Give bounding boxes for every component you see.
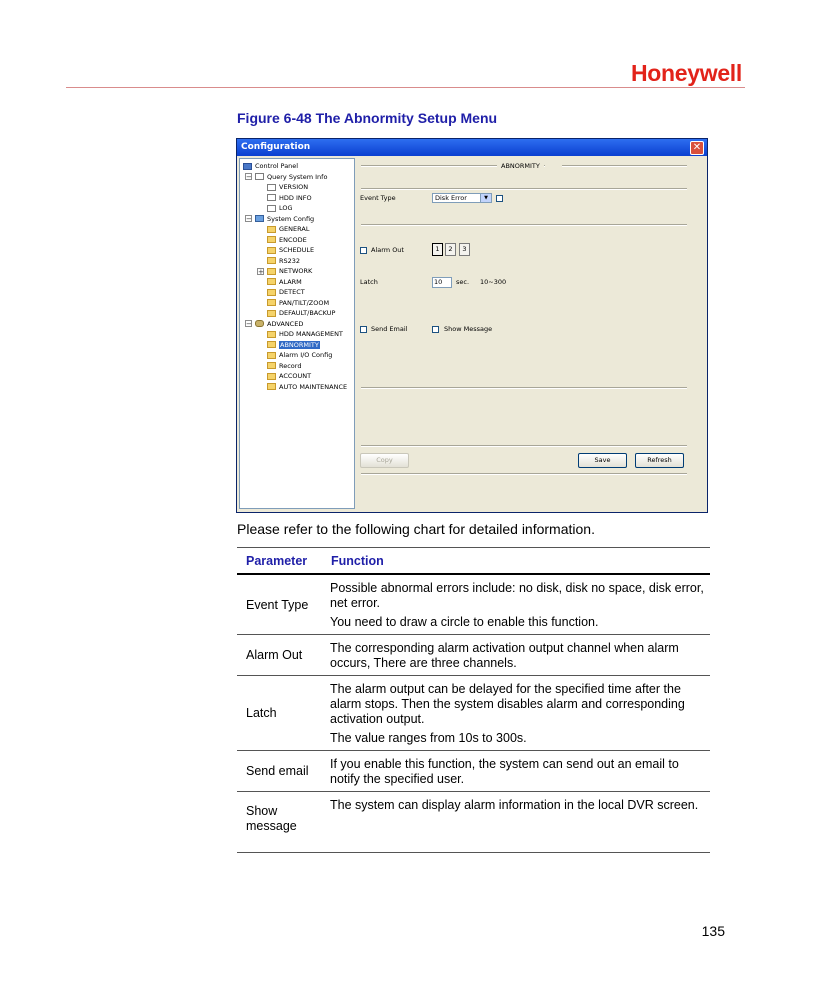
tree-item-label: System Config — [267, 214, 315, 223]
group-divider-right — [562, 165, 687, 167]
refresh-button[interactable]: Refresh — [635, 453, 684, 468]
parameter-table — [237, 547, 710, 853]
figure-title: Figure 6-48 The Abnormity Setup Menu — [237, 110, 498, 126]
function-text: Possible abnormal errors include: no disk, disk no space, disk error, net error. — [330, 581, 704, 610]
tree-item[interactable] — [267, 371, 311, 381]
table-header-row — [237, 548, 710, 575]
copy-button[interactable]: Copy — [360, 453, 409, 468]
folder-icon — [267, 310, 276, 317]
brand-logo: Honeywell — [630, 60, 742, 86]
tree-item[interactable] — [267, 235, 307, 245]
table-row — [237, 792, 710, 853]
folder-icon — [267, 331, 276, 338]
tree-item[interactable] — [267, 361, 301, 371]
event-type-select[interactable] — [432, 193, 492, 203]
folder-icon — [267, 247, 276, 254]
folder-icon — [267, 257, 276, 264]
show-message-label: Show Message — [444, 325, 493, 333]
function-cell — [322, 635, 710, 676]
tree-expander-icon[interactable]: − — [246, 320, 252, 328]
divider — [361, 224, 687, 226]
tree-expander-icon[interactable]: − — [246, 173, 252, 181]
folder-icon — [267, 268, 276, 275]
column-header-parameter: Parameter — [237, 548, 322, 575]
folder-icon — [267, 352, 276, 359]
folder-icon — [267, 226, 276, 233]
folder-icon — [267, 341, 276, 348]
function-cell — [322, 792, 710, 853]
function-text: The value ranges from 10s to 300s. — [330, 731, 527, 745]
tree-item[interactable] — [267, 298, 329, 308]
divider — [361, 188, 687, 190]
parameter-cell: Show message — [237, 792, 322, 853]
function-text: The alarm output can be delayed for the specified time after the alarm stops. Then the system disables alarm and corresponding activation output. — [330, 682, 685, 726]
tree-item-label: NETWORK — [279, 267, 313, 275]
alarm-out-checkbox[interactable] — [360, 247, 367, 254]
chevron-down-icon[interactable]: ▼ — [480, 194, 491, 202]
system-config-icon — [255, 215, 264, 222]
parameter-cell: Event Type — [237, 574, 322, 635]
tree-item[interactable] — [267, 182, 308, 192]
query-info-icon — [255, 173, 264, 180]
tree-item[interactable] — [267, 266, 312, 276]
tree-item-label: GENERAL — [279, 225, 310, 233]
table-row — [237, 574, 710, 635]
alarm-channel-1-button[interactable]: 1 — [432, 243, 443, 256]
tree-item[interactable] — [255, 172, 327, 182]
tree-item-label: HDD INFO — [279, 193, 312, 202]
function-text: The corresponding alarm activation output channel when alarm occurs, There are three channels. — [330, 641, 679, 670]
header-divider — [66, 87, 745, 88]
latch-label: Latch — [360, 278, 378, 286]
event-type-value: Disk Error — [435, 194, 467, 202]
config-tree — [239, 158, 355, 509]
advanced-icon — [255, 320, 264, 327]
tree-item-label: Alarm I/O Config — [279, 351, 333, 359]
tree-item-label: RS232 — [279, 256, 301, 265]
latch-input[interactable]: 10 — [432, 277, 452, 288]
folder-icon — [267, 373, 276, 380]
send-email-label: Send Email — [371, 325, 408, 333]
function-cell — [322, 751, 710, 792]
document-icon — [267, 194, 276, 201]
column-header-function: Function — [322, 548, 710, 575]
divider — [361, 473, 687, 475]
parameter-cell: Send email — [237, 751, 322, 792]
close-icon[interactable]: ✕ — [690, 141, 704, 155]
tree-item[interactable] — [267, 203, 293, 213]
tree-item[interactable] — [267, 308, 335, 318]
folder-icon — [267, 362, 276, 369]
tree-item[interactable] — [267, 224, 309, 234]
alarm-channel-2-button[interactable]: 2 — [445, 243, 456, 256]
tree-item-label: DETECT — [279, 288, 305, 296]
table-row — [237, 676, 710, 751]
divider — [361, 445, 687, 447]
tree-item[interactable] — [267, 256, 300, 266]
tree-item-label: HDD MANAGEMENT — [279, 330, 343, 338]
tree-item[interactable] — [243, 161, 298, 171]
tree-item-label: PAN/TILT/ZOOM — [279, 298, 330, 307]
abnormity-pane — [357, 158, 705, 510]
function-cell — [322, 574, 710, 635]
folder-icon — [267, 236, 276, 243]
intro-text: Please refer to the following chart for detailed information. — [237, 521, 595, 537]
save-button[interactable]: Save — [578, 453, 627, 468]
divider — [361, 387, 687, 389]
send-email-checkbox[interactable] — [360, 326, 367, 333]
function-text: The system can display alarm information in the local DVR screen. — [330, 798, 699, 812]
show-message-checkbox[interactable] — [432, 326, 439, 333]
tree-item[interactable] — [267, 245, 314, 255]
tree-item[interactable] — [267, 193, 312, 203]
document-icon — [267, 184, 276, 191]
folder-icon — [267, 383, 276, 390]
alarm-out-label: Alarm Out — [371, 246, 404, 254]
tree-item-label: Control Panel — [255, 162, 299, 170]
function-text: You need to draw a circle to enable this function. — [330, 615, 599, 629]
tree-item-label: LOG — [279, 204, 293, 212]
folder-icon — [267, 278, 276, 285]
tree-item[interactable] — [267, 277, 302, 287]
table-row — [237, 751, 710, 792]
tree-item-label: ADVANCED — [267, 319, 304, 328]
tree-item-label: ENCODE — [279, 235, 307, 244]
tree-expander-icon[interactable]: − — [246, 215, 252, 223]
tree-item-label: AUTO MAINTENANCE — [279, 382, 348, 391]
tree-item[interactable] — [267, 382, 347, 392]
alarm-channel-3-button[interactable]: 3 — [459, 243, 470, 256]
page-number: 135 — [701, 923, 725, 939]
function-text: If you enable this function, the system can send out an email to notify the specified user. — [330, 757, 679, 786]
tree-item-label: VERSION — [279, 183, 309, 191]
tree-item-label: SCHEDULE — [279, 246, 315, 254]
tree-item[interactable] — [267, 329, 343, 339]
tree-item-label: Query System Info — [267, 172, 328, 181]
tree-item[interactable] — [255, 319, 303, 329]
event-type-enable-checkbox[interactable] — [496, 195, 503, 202]
latch-unit: sec. — [456, 278, 470, 286]
parameter-cell: Latch — [237, 676, 322, 751]
table-row — [237, 635, 710, 676]
tree-item[interactable] — [267, 340, 320, 350]
tree-item-label: ABNORMITY — [280, 340, 319, 349]
tree-item-label: DEFAULT/BACKUP — [279, 309, 336, 317]
document-icon — [267, 205, 276, 212]
window-title-bar — [237, 139, 707, 156]
group-title: ABNORMITY — [497, 162, 544, 170]
latch-range: 10~300 — [480, 278, 507, 286]
folder-icon — [267, 289, 276, 296]
control-panel-icon — [243, 163, 252, 170]
tree-item-label: ALARM — [279, 277, 302, 286]
parameter-cell: Alarm Out — [237, 635, 322, 676]
tree-item[interactable] — [267, 287, 305, 297]
event-type-label: Event Type — [360, 194, 396, 202]
tree-item-label: ACCOUNT — [279, 372, 312, 380]
function-cell — [322, 676, 710, 751]
tree-item-label: Record — [279, 361, 302, 370]
tree-expander-icon[interactable]: + — [258, 267, 264, 276]
folder-icon — [267, 299, 276, 306]
tree-item[interactable] — [267, 350, 332, 360]
tree-item[interactable] — [255, 214, 314, 224]
window-title: Configuration — [241, 142, 311, 152]
configuration-window — [236, 138, 708, 513]
